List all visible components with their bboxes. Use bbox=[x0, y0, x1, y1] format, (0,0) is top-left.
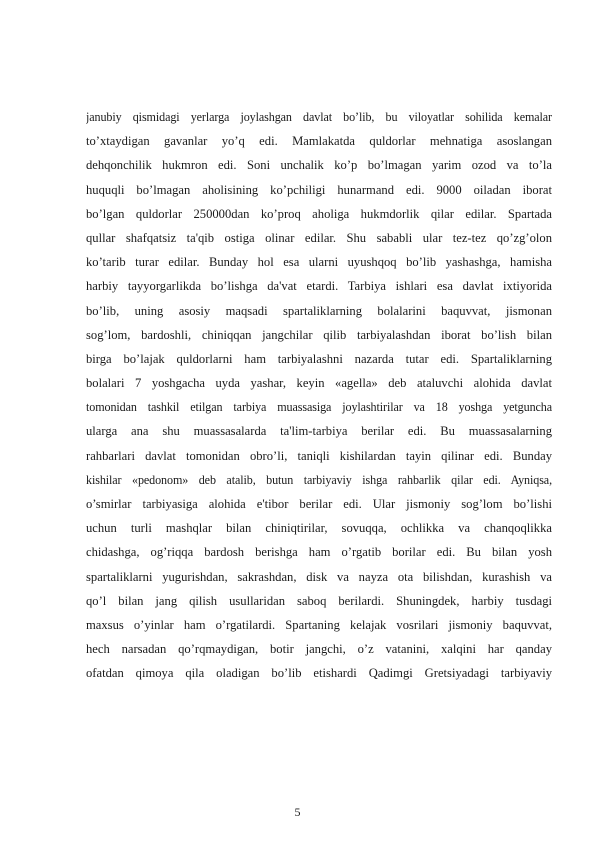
text-line: uchun turli mashqlar bilan chiniqtirilar, sovuqqa, ochlikka va chanqoqlikka bbox=[86, 521, 552, 536]
text-line: bo’lgan quldorlar 250000dan ko’proq aholiga hukmdorlik qilar edilar. Spartada bbox=[86, 206, 552, 221]
text-line: qullar shafqatsiz ta'qib ostiga olinar edilar. Shu sababli ular tez-tez qo’zg’olon bbox=[86, 230, 552, 245]
text-line: ofatdan qimoya qila oladigan bo’lib etishardi Qadimgi Gretsiyadagi tarbiyaviy bbox=[86, 666, 552, 681]
body-text bbox=[86, 105, 552, 686]
text-line: kishilar «pedonom» deb atalib, butun tarbiyaviy ishga rahbarlik qilar edi. Ayniqsa, bbox=[86, 472, 552, 487]
text-line: to’xtaydigan gavanlar yo’q edi. Mamlakatda quldorlar mehnatiga asoslangan bbox=[86, 134, 552, 149]
text-line: harbiy tayyorgarlikda bo’lishga da'vat etardi. Tarbiya ishlari esa davlat ixtiyorida bbox=[86, 279, 552, 294]
page-number: 5 bbox=[294, 805, 301, 819]
text-line: bo’lib, uning asosiy maqsadi spartaliklarning bolalarini baquvvat, jismonan bbox=[86, 303, 552, 318]
text-line: birga bo’lajak quldorlarni ham tarbiyalashni nazarda tutar edi. Spartaliklarning bbox=[86, 351, 552, 366]
text-line: hech narsadan qo’rqmaydigan, botir jangchi, o’z vatanini, xalqini har qanday bbox=[86, 642, 552, 657]
text-line: chidashga, og’riqqa bardosh berishga ham o’rgatib borilar edi. Bu bilan yosh bbox=[86, 545, 552, 560]
text-line: bolalari 7 yoshgacha uyda yashar, keyin «agella» deb ataluvchi alohida davlat bbox=[86, 376, 552, 391]
text-line: dehqonchilik hukmron edi. Soni unchalik ko’p bo’lmagan yarim ozod va to’la bbox=[86, 158, 552, 173]
text-line: sog’lom, bardoshli, chiniqqan jangchilar qilib tarbiyalashdan iborat bo’lish bilan bbox=[86, 327, 552, 342]
text-line: ko’tarib turar edilar. Bunday hol esa ularni uyushqoq bo’lib yashashga, hamisha bbox=[86, 255, 552, 270]
text-line: maxsus o’yinlar ham o’rgatilardi. Spartaning kelajak vosrilari jismoniy baquvvat, bbox=[86, 617, 552, 632]
text-line: rahbarlari davlat tomonidan obro’li, taniqli kishilardan tayin qilinar edi. Bunday bbox=[86, 448, 552, 463]
text-line: qo’l bilan jang qilish usullaridan saboq berilardi. Shuningdek, harbiy tusdagi bbox=[86, 593, 552, 608]
text-line: o’smirlar tarbiyasiga alohida e'tibor berilar edi. Ular jismoniy sog’lom bo’lishi bbox=[86, 497, 552, 511]
text-line: spartaliklarni yugurishdan, sakrashdan, disk va nayza ota bilishdan, kurashish va bbox=[86, 569, 552, 584]
text-line: huquqli bo’lmagan aholisining ko’pchiligi hunarmand edi. 9000 oiladan iborat bbox=[86, 182, 552, 197]
text-line: ularga ana shu muassasalarda ta'lim-tarbiya berilar edi. Bu muassasalarning bbox=[86, 424, 552, 439]
text-line: tomonidan tashkil etilgan tarbiya muassasiga joylashtirilar va 18 yoshga yetguncha bbox=[86, 400, 552, 415]
text-line: janubiy qismidagi yerlarga joylashgan davlat bo’lib, bu viloyatlar sohilida kemalar bbox=[86, 110, 552, 124]
